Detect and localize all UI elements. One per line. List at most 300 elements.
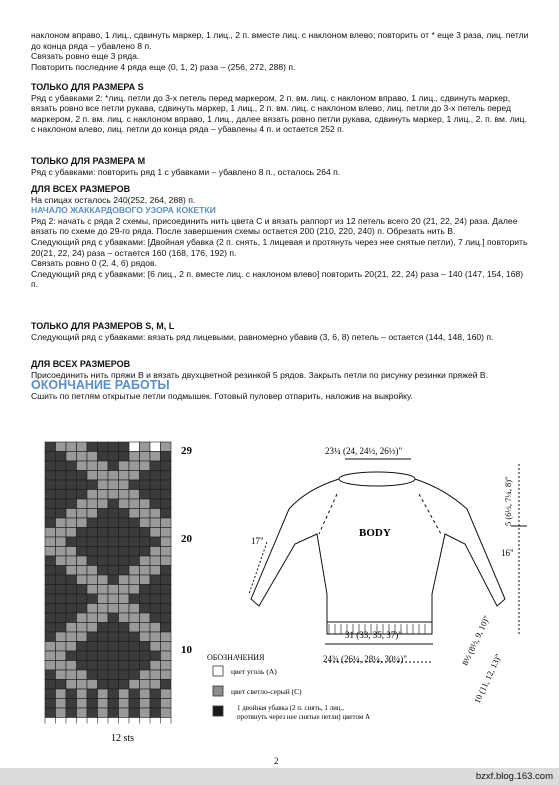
chart-cell: [45, 537, 56, 547]
chart-cell: [108, 547, 119, 557]
text-p2: Связать ровно еще 3 ряда.: [31, 51, 140, 62]
text-jacquard-3: Связать ровно 0 (2, 4, 6) рядов.: [31, 258, 157, 269]
chart-cell: [161, 547, 172, 557]
chart-cell: [150, 452, 161, 462]
chart-cell: [87, 499, 98, 509]
chart-cell: [87, 642, 98, 652]
chart-cell: [129, 537, 140, 547]
heading-sml: ТОЛЬКО ДЛЯ РАЗМЕРОВ S, M, L: [31, 321, 175, 331]
chart-cell: [87, 442, 98, 452]
chart-cell: [98, 670, 109, 680]
chart-cell: [161, 480, 172, 490]
chart-cell: [87, 509, 98, 519]
chart-cell: [150, 480, 161, 490]
chart-cell: [129, 528, 140, 538]
chart-cell: [150, 509, 161, 519]
chart-cell: [56, 547, 67, 557]
chart-cell: [77, 547, 88, 557]
hem-measure: 24¾ (26¼, 28¼, 30¼)": [323, 654, 407, 664]
chart-cell: [56, 480, 67, 490]
chart-cell: [98, 471, 109, 481]
chart-cell: [87, 452, 98, 462]
chart-cell: [66, 604, 77, 614]
chart-cell: [108, 604, 119, 614]
chart-cell: [45, 623, 56, 633]
neck-measure: 23¼ (24, 24½, 26½)": [325, 446, 403, 456]
chart-cell: [129, 518, 140, 528]
chart-cell: [66, 490, 77, 500]
chart-cell: [161, 556, 172, 566]
chart-cell: [161, 575, 172, 585]
chart-cell: [140, 632, 151, 642]
chart-cell: [119, 689, 130, 699]
row-label-29: 29: [181, 445, 192, 457]
chart-cell: [45, 604, 56, 614]
chart-cell: [150, 461, 161, 471]
chart-cell: [129, 699, 140, 709]
chart-cell: [108, 613, 119, 623]
legend-swatch-a: [213, 666, 223, 676]
legend-label-a: цвет уголь (А): [231, 667, 277, 676]
chart-cell: [108, 632, 119, 642]
raglan-line-right: [419, 494, 441, 534]
chart-cell: [150, 556, 161, 566]
chart-cell: [140, 471, 151, 481]
chart-cell: [161, 632, 172, 642]
chart-cell: [129, 661, 140, 671]
chart-cell: [119, 556, 130, 566]
chart-cell: [119, 509, 130, 519]
chart-cell: [150, 680, 161, 690]
legend-title: ОБОЗНАЧЕНИЯ: [207, 653, 265, 662]
chart-cell: [87, 528, 98, 538]
chart-cell: [150, 613, 161, 623]
chart-cell: [108, 471, 119, 481]
chart-cell: [56, 585, 67, 595]
chart-cell: [77, 509, 88, 519]
chart-cell: [129, 623, 140, 633]
text-size-s: Ряд с убавками 2: *лиц. петли до 3-х петель перед маркером, 2 п. вм. лиц. с наклоном вправо, 1 лиц., сдвинуть маркер, вязать ровно все петли рукава, сдвинуть маркер, 1 лиц., 2 п. вм. лиц. с наклоном влево, лиц. петли до 3-х петель перед маркером, 2 п. вм. лиц. с наклоном вправо, 1 лиц., далее вязать ровно петли рукава, сдвинуть маркер, 1 лиц., 2. п. вм. лиц. с наклоном влево, лиц. петли до конца ряда – убавлены 4 п. и остается 252 п.: [31, 92, 527, 135]
chart-cell: [77, 537, 88, 547]
chart-cell: [140, 537, 151, 547]
chart-cell: [150, 670, 161, 680]
chart-cell: [66, 699, 77, 709]
chart-cell: [161, 613, 172, 623]
chart-cell: [87, 537, 98, 547]
chart-cell: [140, 575, 151, 585]
chart-cell: [119, 642, 130, 652]
chart-cell: [87, 518, 98, 528]
chart-cell: [108, 585, 119, 595]
chart-cell: [66, 442, 77, 452]
chart-cell: [98, 490, 109, 500]
chart-cell: [140, 585, 151, 595]
text-jacquard-1: Ряд 2: начать с ряда 2 схемы, присоединить нить цвета С и вязать раппорт из 12 петель всего 20 (21, 22, 24) раза. Далее вязать по схеме до 29-го ряда. После завершения схемы остается 200 (210, 220, 240) п. Обрезать нить В.: [31, 215, 518, 237]
row-label-20: 20: [181, 533, 192, 545]
blog-watermark: bzxf.blog.163.com: [475, 771, 553, 782]
chart-cell: [77, 632, 88, 642]
chart-cell: [45, 471, 56, 481]
chart-cell: [108, 518, 119, 528]
chart-cell: [161, 461, 172, 471]
chart-cell: [77, 575, 88, 585]
chart-cell: [129, 452, 140, 462]
chart-cell: [129, 556, 140, 566]
text-jacquard-4: Следующий ряд с убавками: [6 лиц., 2 п. вместе лиц. с наклоном влево] повторить 20(21, 22, 24) раза – 140 (147, 154, 168) п.: [31, 268, 524, 290]
chart-cell: [66, 537, 77, 547]
chart-cell: [45, 670, 56, 680]
chart-cell: [161, 566, 172, 576]
chart-cell: [119, 452, 130, 462]
chart-cell: [87, 680, 98, 690]
chart-cell: [119, 613, 130, 623]
chart-cell: [108, 442, 119, 452]
chart-cell: [140, 480, 151, 490]
chart-cell: [77, 452, 88, 462]
chart-cell: [150, 661, 161, 671]
chart-cell: [66, 547, 77, 557]
chart-cell: [119, 699, 130, 709]
chart-cell: [87, 594, 98, 604]
chart-cell: [150, 623, 161, 633]
chart-cell: [87, 613, 98, 623]
heading-jacquard: НАЧАЛО ЖАККАРДОВОГО УЗОРА КОКЕТКИ: [31, 205, 216, 216]
chart-cell: [140, 556, 151, 566]
chart-cell: [161, 490, 172, 500]
chart-cell: [56, 651, 67, 661]
chart-cell: [140, 642, 151, 652]
chart-cell: [140, 547, 151, 557]
chart-cell: [77, 518, 88, 528]
chart-cell: [45, 566, 56, 576]
chart-cell: [150, 575, 161, 585]
chart-cell: [119, 594, 130, 604]
legend-swatch-dec: [213, 706, 223, 716]
chart-cell: [77, 613, 88, 623]
chart-cell: [77, 623, 88, 633]
chart-cell: [77, 442, 88, 452]
chart-cell: [140, 452, 151, 462]
chart-cell: [66, 661, 77, 671]
chart-cell: [77, 680, 88, 690]
chart-cell: [45, 528, 56, 538]
chart-cell: [150, 442, 161, 452]
heading-size-m: ТОЛЬКО ДЛЯ РАЗМЕРА М: [31, 156, 146, 166]
chart-cell: [161, 594, 172, 604]
chart-cell: [119, 670, 130, 680]
chart-cell: [108, 566, 119, 576]
chart-cell: [45, 518, 56, 528]
chart-cell: [129, 509, 140, 519]
chart-cell: [98, 452, 109, 462]
chart-cell: [108, 537, 119, 547]
body-length-measure: 16": [501, 548, 514, 558]
chart-cell: [140, 708, 151, 718]
chart-cell: [66, 509, 77, 519]
chart-cell: [56, 670, 67, 680]
sts-label: 12 sts: [111, 733, 135, 744]
chart-cell: [98, 509, 109, 519]
chart-cell: [150, 585, 161, 595]
heading-size-s: ТОЛЬКО ДЛЯ РАЗМЕРА S: [31, 82, 144, 92]
chart-cell: [98, 708, 109, 718]
chart-cell: [161, 623, 172, 633]
chart-cell: [129, 642, 140, 652]
chart-cell: [77, 556, 88, 566]
chart-cell: [161, 499, 172, 509]
chart-cell: [119, 708, 130, 718]
chart-cell: [77, 566, 88, 576]
chart-cell: [56, 461, 67, 471]
chart-cell: [119, 471, 130, 481]
chart-cell: [77, 604, 88, 614]
chart-cell: [108, 699, 119, 709]
chart-cell: [150, 604, 161, 614]
chart-cell: [98, 461, 109, 471]
chart-cell: [150, 547, 161, 557]
chart-cell: [98, 699, 109, 709]
chart-cell: [129, 594, 140, 604]
chart-cell: [77, 585, 88, 595]
chart-cell: [77, 699, 88, 709]
armhole-measure: 8½ (8½, 9, 10)": [459, 613, 492, 667]
chart-cell: [98, 480, 109, 490]
chart-cell: [87, 670, 98, 680]
chart-cell: [77, 661, 88, 671]
chart-cell: [98, 623, 109, 633]
chart-cell: [66, 499, 77, 509]
chart-cell: [140, 461, 151, 471]
chart-cell: [108, 594, 119, 604]
chart-cell: [161, 528, 172, 538]
chart-cell: [56, 556, 67, 566]
chart-cell: [129, 632, 140, 642]
chart-cell: [56, 699, 67, 709]
section-all-sizes: [31, 184, 531, 290]
chart-cell: [66, 651, 77, 661]
chart-cell: [108, 689, 119, 699]
chart-cell: [161, 699, 172, 709]
chart-cell: [108, 651, 119, 661]
chart-cell: [108, 708, 119, 718]
chart-cell: [87, 547, 98, 557]
chart-cell: [98, 680, 109, 690]
chart-cell: [66, 566, 77, 576]
chart-cell: [77, 471, 88, 481]
chart-cell: [56, 490, 67, 500]
chart-cell: [129, 461, 140, 471]
chart-cell: [108, 528, 119, 538]
chart-cell: [77, 490, 88, 500]
chart-cell: [150, 594, 161, 604]
chart-cell: [45, 499, 56, 509]
chart-cell: [66, 518, 77, 528]
chart-cell: [98, 518, 109, 528]
chart-cell: [129, 680, 140, 690]
chart-cell: [119, 547, 130, 557]
section-all-sizes-2: [31, 359, 531, 401]
chart-cell: [98, 594, 109, 604]
chart-cell: [140, 490, 151, 500]
chart-cell: [87, 699, 98, 709]
chart-cell: [129, 442, 140, 452]
text-finish: Сшить по петлям открытые петли подмышек. Готовый пуловер отпарить, наложив на выкройку.: [31, 390, 413, 401]
chart-cell: [45, 480, 56, 490]
legend-label-c: цвет светло-серый (С): [231, 687, 302, 696]
chart-cell: [45, 708, 56, 718]
chart-cell: [87, 556, 98, 566]
chart-cell: [45, 490, 56, 500]
chart-cell: [150, 689, 161, 699]
chart-cell: [66, 585, 77, 595]
chart-cell: [161, 680, 172, 690]
chart-cell: [45, 442, 56, 452]
chart-cell: [77, 689, 88, 699]
chart-cell: [45, 699, 56, 709]
chart-cell: [45, 556, 56, 566]
page-number: 2: [274, 756, 279, 766]
chart-cell: [129, 547, 140, 557]
chart-cell: [108, 680, 119, 690]
chart-cell: [98, 632, 109, 642]
chart-cell: [119, 585, 130, 595]
chart-cell: [56, 442, 67, 452]
chart-cell: [119, 537, 130, 547]
chart-cell: [45, 594, 56, 604]
chart-cell: [150, 566, 161, 576]
chart-cell: [150, 651, 161, 661]
chart-cell: [98, 689, 109, 699]
chart-cell: [56, 594, 67, 604]
chart-cell: [98, 547, 109, 557]
chart-cell: [119, 632, 130, 642]
chart-cell: [161, 604, 172, 614]
chart-cell: [98, 651, 109, 661]
chart-cell: [45, 632, 56, 642]
chart-cell: [98, 604, 109, 614]
figure-svg: [27, 434, 532, 754]
chart-cell: [56, 708, 67, 718]
text-jacquard-2: Следующий ряд с убавками: [Двойная убавка (2 п. снять, 1 лицевая и протянуть через нее снятые петли), 7 лиц.] повторить 20(21, 22, 24) раза – остается 160 (168, 176, 192) п.: [31, 236, 528, 258]
legend-swatch-c: [213, 686, 223, 696]
chart-cell: [129, 708, 140, 718]
chart-cell: [161, 585, 172, 595]
chart-cell: [108, 509, 119, 519]
chart-cell: [150, 632, 161, 642]
chart-cell: [161, 661, 172, 671]
chart-cell: [45, 461, 56, 471]
chart-cell: [119, 480, 130, 490]
chart-cell: [161, 642, 172, 652]
chart-cell: [98, 499, 109, 509]
chart-cell: [150, 518, 161, 528]
chart-cell: [119, 442, 130, 452]
chart-cell: [140, 499, 151, 509]
chart-cell: [66, 575, 77, 585]
chart-cell: [56, 689, 67, 699]
chart-cell: [129, 471, 140, 481]
text-all-1: На спицах осталось 240(252, 264, 288) п.: [31, 194, 196, 205]
chart-cell: [98, 537, 109, 547]
chart-cell: [87, 604, 98, 614]
chart-cell: [56, 604, 67, 614]
chart-cell: [77, 642, 88, 652]
chart-cell: [140, 442, 151, 452]
chart-cell: [119, 604, 130, 614]
chart-cell: [56, 537, 67, 547]
chart-cell: [45, 689, 56, 699]
chart-cell: [150, 699, 161, 709]
chart-cell: [87, 708, 98, 718]
chart-cell: [150, 528, 161, 538]
chart-cell: [129, 585, 140, 595]
heading-all-sizes-2: ДЛЯ ВСЕХ РАЗМЕРОВ: [31, 359, 131, 369]
chart-cell: [119, 651, 130, 661]
chart-cell: [161, 518, 172, 528]
chart-cell: [129, 480, 140, 490]
chart-cell: [98, 642, 109, 652]
chart-cell: [108, 461, 119, 471]
chart-cell: [56, 452, 67, 462]
chart-cell: [119, 566, 130, 576]
chart-cell: [150, 499, 161, 509]
chart-cell: [56, 499, 67, 509]
neckline-outline: [339, 472, 415, 486]
chart-cell: [45, 642, 56, 652]
legend-label-dec-2: протянуть через нее снятые петли) цветом А: [237, 713, 371, 721]
heading-finish: ОКОНЧАНИЕ РАБОТЫ: [31, 378, 170, 393]
chart-cell: [140, 613, 151, 623]
heading-all-sizes: ДЛЯ ВСЕХ РАЗМЕРОВ: [31, 184, 131, 194]
sleeve-measure: 17": [251, 536, 264, 546]
chart-cell: [150, 642, 161, 652]
chart-cell: [45, 575, 56, 585]
chart-cell: [87, 585, 98, 595]
chart-cell: [119, 575, 130, 585]
chart-cell: [98, 442, 109, 452]
chart-cell: [119, 499, 130, 509]
chart-cell: [66, 642, 77, 652]
yoke-depth-measure: 5 (6½, 7¼, 8)": [503, 476, 513, 526]
chart-cell: [108, 480, 119, 490]
chart-cell: [66, 480, 77, 490]
chart-cell: [98, 556, 109, 566]
chart-cell: [98, 613, 109, 623]
chart-cell: [87, 661, 98, 671]
chart-cell: [77, 708, 88, 718]
chart-cell: [77, 461, 88, 471]
chart-cell: [140, 623, 151, 633]
chart-cell: [66, 708, 77, 718]
chart-cell: [119, 518, 130, 528]
knit-chart-grid: [45, 442, 171, 724]
chart-cell: [66, 461, 77, 471]
chart-cell: [56, 575, 67, 585]
chart-cell: [66, 689, 77, 699]
chart-cell: [87, 480, 98, 490]
chart-cell: [119, 661, 130, 671]
chart-cell: [129, 651, 140, 661]
text-p1: наклоном вправо, 1 лиц., сдвинуть маркер, 1 лиц., 2 п. вместе лиц. с наклоном влево; повторить от * еще 3 раза, лиц. петли до конца ряда – убавлено 8 п.: [31, 30, 529, 51]
chart-cell: [161, 708, 172, 718]
chart-cell: [129, 604, 140, 614]
chart-cell: [161, 651, 172, 661]
chart-cell: [66, 471, 77, 481]
chart-cell: [129, 613, 140, 623]
chart-cell: [45, 661, 56, 671]
bust-measure: 31 (33, 35, 37)": [345, 630, 402, 640]
chart-cell: [77, 670, 88, 680]
